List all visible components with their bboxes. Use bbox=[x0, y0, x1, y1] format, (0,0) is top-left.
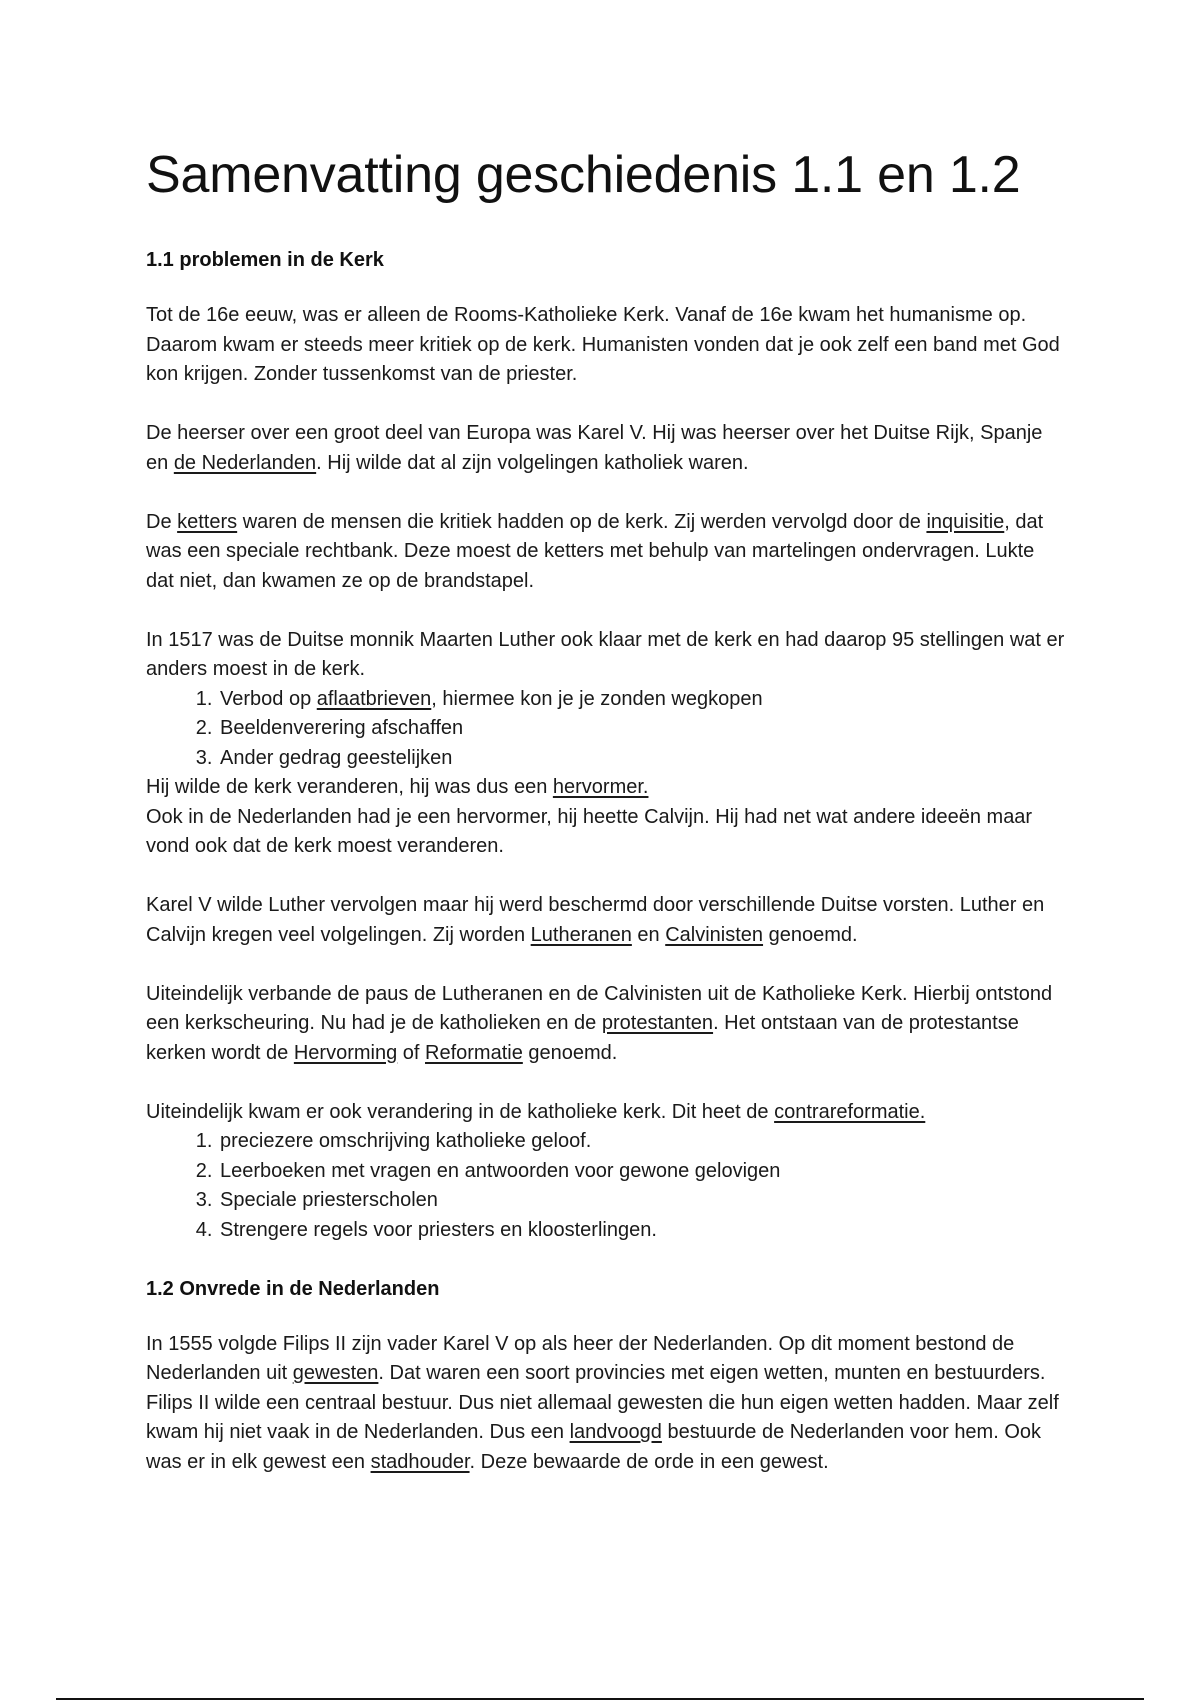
section-heading-1-1: 1.1 problemen in de Kerk bbox=[146, 249, 384, 271]
paragraph-karel-v: De heerser over een groot deel van Europa was Karel V. Hij was heerser over het Duitse Rijk, Spanje en de Nederlanden. Hij wilde dat al zijn volgelingen katholiek waren. bbox=[146, 422, 1043, 474]
term-hervorming: Hervorming bbox=[293, 1041, 398, 1064]
list-item: 2. Beeldenverering afschaffen bbox=[218, 714, 1066, 744]
section-heading-1-2: 1.2 Onvrede in de Nederlanden bbox=[146, 1277, 440, 1300]
list-item: 2. Leerboeken met vragen en antwoorden voor gewone gelovigen bbox=[218, 1157, 1066, 1187]
document-page bbox=[146, 140, 1066, 1507]
paragraph-contrareformatie: Uiteindelijk kwam er ook verandering in de katholieke kerk. Dit heet de contrareformatie. bbox=[146, 1100, 926, 1123]
paragraph-humanisme: Tot de 16e eeuw, was er alleen de Rooms-Katholieke Kerk. Vanaf de 16e kwam het humanisme op. Daarom kwam er steeds meer kritiek op de kerk. Humanisten vonden dat je ook zelf een band met God kon krijgen. Zonder tussenkomst van de priester. bbox=[146, 304, 1060, 385]
term-protestanten: protestanten bbox=[601, 1012, 714, 1034]
paragraph-luther: In 1517 was de Duitse monnik Maarten Luther ook klaar met de kerk en had daarop 95 stellingen wat er anders moest in de kerk. bbox=[146, 628, 1065, 680]
term-stadhouder: stadhouder bbox=[370, 1450, 470, 1473]
paragraph-centraal-bestuur: Filips II wilde een centraal bestuur. Dus niet allemaal gewesten die hun eigen wetten hadden. Maar zelf kwam hij niet vaak in de Nederlanden. Dus een landvoogd bestuurde de Nederlanden voor hem. Ook was er in elk gewest een stadhouder. Deze bewaarde de orde in een gewest. bbox=[146, 1391, 1059, 1473]
list-item: 3. Speciale priesterscholen bbox=[218, 1186, 1066, 1216]
paragraph-kerkscheuring: Uiteindelijk verbande de paus de Lutheranen en de Calvinisten uit de Katholieke Kerk. Hierbij ontstond een kerkscheuring. Nu had je de katholieken en de protestanten. Het ontstaan van de protestantse kerken wordt de Hervorming of Reformatie genoemd. bbox=[146, 982, 1053, 1064]
contrareformatie-list bbox=[146, 1127, 1066, 1245]
list-item: 4. Strengere regels voor priesters en kloosterlingen. bbox=[218, 1216, 1066, 1246]
page-title: Samenvatting geschiedenis 1.1 en 1.2 bbox=[146, 146, 1021, 204]
paragraph-volgelingen: Karel V wilde Luther vervolgen maar hij werd beschermd door verschillende Duitse vorsten. Luther en Calvijn kregen veel volgelingen. Zij worden Lutheranen en Calvinisten genoemd. bbox=[146, 894, 1045, 946]
term-calvinisten: Calvinisten bbox=[665, 923, 764, 946]
paragraph-filips: In 1555 volgde Filips II zijn vader Karel V op als heer der Nederlanden. Op dit moment bestond de Nederlanden uit gewesten. Dat waren een soort provincies met eigen wetten, munten en bestuurders. bbox=[146, 1332, 1046, 1384]
list-item: 3. Ander gedrag geestelijken bbox=[218, 744, 1066, 774]
term-de-nederlanden: de Nederlanden bbox=[173, 451, 317, 474]
list-item: 1. preciezere omschrijving katholieke geloof. bbox=[218, 1127, 1066, 1157]
term-reformatie: Reformatie bbox=[425, 1041, 523, 1064]
paragraph-ketters: De ketters waren de mensen die kritiek hadden op de kerk. Zij werden vervolgd door de inquisitie, dat was een speciale rechtbank. Deze moest de ketters met behulp van martelingen ondervragen. Lukte dat niet, dan kwamen ze op de brandstapel. bbox=[146, 510, 1044, 592]
term-aflaatbrieven: aflaatbrieven bbox=[316, 687, 432, 710]
list-item: 1. Verbod op aflaatbrieven, hiermee kon je je zonden wegkopen bbox=[218, 685, 1066, 715]
term-contrareformatie: contrareformatie. bbox=[774, 1100, 926, 1123]
term-lutheranen: Lutheranen bbox=[530, 923, 632, 946]
paragraph-hervormer: Hij wilde de kerk veranderen, hij was dus een hervormer. Ook in de Nederlanden had je een hervormer, hij heette Calvijn. Hij had net wat andere ideeën maar vond ook dat de kerk moest veranderen. bbox=[146, 776, 1033, 857]
term-ketters: ketters bbox=[177, 510, 238, 533]
term-inquisitie: inquisitie bbox=[926, 510, 1005, 533]
term-landvoogd: landvoogd bbox=[569, 1421, 662, 1443]
term-gewesten: gewesten bbox=[292, 1362, 379, 1384]
term-hervormer: hervormer. bbox=[552, 776, 649, 798]
luther-stellingen-list bbox=[146, 685, 1066, 774]
